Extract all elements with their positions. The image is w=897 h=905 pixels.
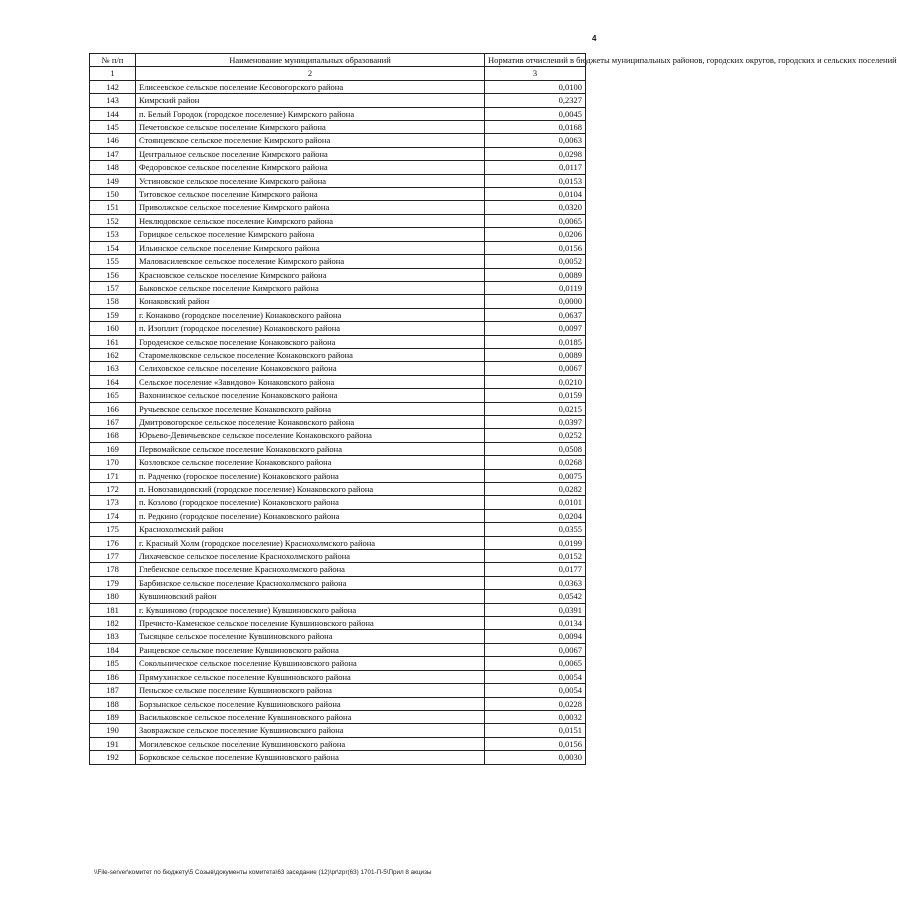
norm-value: 0,0355 (485, 523, 586, 536)
row-number: 156 (90, 268, 136, 281)
table-row (90, 643, 586, 656)
column-index: 2 (136, 67, 485, 80)
row-number: 162 (90, 348, 136, 361)
table-row (90, 147, 586, 160)
table-row (90, 255, 586, 268)
table-row (90, 724, 586, 737)
municipality-name: п. Редкино (городское поселение) Конаковского района (136, 509, 485, 522)
municipality-name: п. Белый Городок (городское поселение) Кимрского района (136, 107, 485, 120)
table-row (90, 94, 586, 107)
table-row (90, 228, 586, 241)
table-row (90, 670, 586, 683)
table-row (90, 295, 586, 308)
municipality-name: Сокольническое сельское поселение Кувшиновского района (136, 657, 485, 670)
table-body (90, 80, 586, 764)
table-row (90, 456, 586, 469)
table-row (90, 523, 586, 536)
row-number: 167 (90, 415, 136, 428)
row-number: 175 (90, 523, 136, 536)
municipality-name: Елисеевское сельское поселение Кесовогорского района (136, 80, 485, 93)
row-number: 145 (90, 121, 136, 134)
row-number: 163 (90, 362, 136, 375)
municipality-name: г. Конаково (городское поселение) Конаковского района (136, 308, 485, 321)
table-row (90, 576, 586, 589)
row-number: 164 (90, 375, 136, 388)
norm-value: 0,0065 (485, 214, 586, 227)
municipality-name: Старомелковское сельское поселение Конаковского района (136, 348, 485, 361)
norm-value: 0,0298 (485, 147, 586, 160)
norm-value: 0,0185 (485, 335, 586, 348)
municipality-name: Могилевское сельское поселение Кувшиновского района (136, 737, 485, 750)
norm-value: 0,0054 (485, 684, 586, 697)
row-number: 171 (90, 469, 136, 482)
row-number: 173 (90, 496, 136, 509)
municipality-name: Маловасилевское сельское поселение Кимрского района (136, 255, 485, 268)
row-number: 182 (90, 617, 136, 630)
municipality-name: Глебенское сельское поселение Краснохолмского района (136, 563, 485, 576)
table-row (90, 415, 586, 428)
row-number: 178 (90, 563, 136, 576)
row-number: 148 (90, 161, 136, 174)
row-number: 159 (90, 308, 136, 321)
table-row (90, 335, 586, 348)
norm-value: 0,0101 (485, 496, 586, 509)
municipality-name: Заовражское сельское поселение Кувшиновского района (136, 724, 485, 737)
page-number: 4 (592, 34, 597, 43)
municipality-name: Печетовское сельское поселение Кимрского района (136, 121, 485, 134)
norm-value: 0,0156 (485, 241, 586, 254)
norm-value: 0,0052 (485, 255, 586, 268)
table-row (90, 107, 586, 120)
table-row (90, 469, 586, 482)
table-row (90, 483, 586, 496)
column-index: 1 (90, 67, 136, 80)
municipality-name: Первомайское сельское поселение Конаковского района (136, 442, 485, 455)
table-row (90, 617, 586, 630)
table-row (90, 80, 586, 93)
row-number: 174 (90, 509, 136, 522)
municipality-name: Центральное сельское поселение Кимрского района (136, 147, 485, 160)
norm-value: 0,0063 (485, 134, 586, 147)
municipality-name: Селиховское сельское поселение Конаковского района (136, 362, 485, 375)
norm-value: 0,0228 (485, 697, 586, 710)
row-number: 153 (90, 228, 136, 241)
municipality-name: Ручьевское сельское поселение Конаковского района (136, 402, 485, 415)
municipality-name: Прямухинское сельское поселение Кувшиновского района (136, 670, 485, 683)
row-number: 144 (90, 107, 136, 120)
table-row (90, 496, 586, 509)
table-row (90, 174, 586, 187)
norm-value: 0,0067 (485, 643, 586, 656)
municipality-name: Приволжское сельское поселение Кимрского района (136, 201, 485, 214)
table-row (90, 603, 586, 616)
norm-value: 0,0075 (485, 469, 586, 482)
table-row (90, 751, 586, 764)
municipality-name: Краснохолмский район (136, 523, 485, 536)
norm-value: 0,0210 (485, 375, 586, 388)
row-number: 166 (90, 402, 136, 415)
row-number: 177 (90, 550, 136, 563)
row-number: 161 (90, 335, 136, 348)
table-header-row (90, 54, 586, 67)
table-row (90, 402, 586, 415)
municipality-name: Сельское поселение «Завидово» Конаковского района (136, 375, 485, 388)
table-row (90, 214, 586, 227)
municipality-name: г. Кувшиново (городское поселение) Кувшиновского района (136, 603, 485, 616)
norm-value: 0,0089 (485, 268, 586, 281)
row-number: 191 (90, 737, 136, 750)
row-number: 149 (90, 174, 136, 187)
municipality-name: п. Радченко (гороское поселение) Конаковского района (136, 469, 485, 482)
table-row (90, 375, 586, 388)
table-row (90, 188, 586, 201)
municipality-name: Васильковское сельское поселение Кувшиновского района (136, 710, 485, 723)
norm-value: 0,0054 (485, 670, 586, 683)
municipality-name: Юрьево-Девичьевское сельское поселение Конаковского района (136, 429, 485, 442)
row-number: 157 (90, 281, 136, 294)
table-row (90, 308, 586, 321)
table-row (90, 684, 586, 697)
norm-value: 0,0508 (485, 442, 586, 455)
row-number: 176 (90, 536, 136, 549)
norm-value: 0,0067 (485, 362, 586, 375)
row-number: 147 (90, 147, 136, 160)
row-number: 168 (90, 429, 136, 442)
norm-value: 0,0542 (485, 590, 586, 603)
row-number: 154 (90, 241, 136, 254)
table-row (90, 134, 586, 147)
header-number: № п/п (90, 54, 136, 67)
row-number: 179 (90, 576, 136, 589)
norm-value: 0,2327 (485, 94, 586, 107)
row-number: 180 (90, 590, 136, 603)
table-row (90, 737, 586, 750)
municipality-name: Пречисто-Каменское сельское поселение Кувшиновского района (136, 617, 485, 630)
row-number: 170 (90, 456, 136, 469)
row-number: 146 (90, 134, 136, 147)
norm-value: 0,0045 (485, 107, 586, 120)
norm-value: 0,0097 (485, 322, 586, 335)
municipality-name: Неклюдовское сельское поселение Кимрского района (136, 214, 485, 227)
municipality-name: Городенское сельское поселение Конаковского района (136, 335, 485, 348)
table-row (90, 429, 586, 442)
row-number: 185 (90, 657, 136, 670)
municipality-name: Дмитровогорское сельское поселение Конаковского района (136, 415, 485, 428)
table-row (90, 442, 586, 455)
row-number: 158 (90, 295, 136, 308)
municipality-name: Федоровское сельское поселение Кимрского района (136, 161, 485, 174)
table-row (90, 710, 586, 723)
row-number: 190 (90, 724, 136, 737)
norms-table (89, 53, 897, 765)
municipality-name: Быковское сельское поселение Кимрского района (136, 281, 485, 294)
norm-value: 0,0282 (485, 483, 586, 496)
municipality-name: Кувшиновский район (136, 590, 485, 603)
row-number: 150 (90, 188, 136, 201)
norm-value: 0,0152 (485, 550, 586, 563)
municipality-name: Кимрский район (136, 94, 485, 107)
header-norm: Норматив отчислений в бюджеты муниципальных районов, городских округов, городских и сельских поселений (485, 54, 586, 67)
row-number: 186 (90, 670, 136, 683)
norm-value: 0,0032 (485, 710, 586, 723)
municipality-name: г. Красный Холм (городское поселение) Краснохолмского района (136, 536, 485, 549)
table-row (90, 563, 586, 576)
municipality-name: Вахонинское сельское поселение Конаковского района (136, 389, 485, 402)
norm-value: 0,0030 (485, 751, 586, 764)
municipality-name: Барбинское сельское поселение Краснохолмского района (136, 576, 485, 589)
norm-value: 0,0000 (485, 295, 586, 308)
municipality-name: Устиновское сельское поселение Кимрского района (136, 174, 485, 187)
table-row (90, 161, 586, 174)
municipality-name: Борзынское сельское поселение Кувшиновского района (136, 697, 485, 710)
municipality-name: Ильинское сельское поселение Кимрского района (136, 241, 485, 254)
norm-value: 0,0159 (485, 389, 586, 402)
row-number: 181 (90, 603, 136, 616)
norm-value: 0,0363 (485, 576, 586, 589)
row-number: 189 (90, 710, 136, 723)
municipality-name: Красновское сельское поселение Кимрского района (136, 268, 485, 281)
norm-value: 0,0134 (485, 617, 586, 630)
table-row (90, 362, 586, 375)
table-row (90, 657, 586, 670)
municipality-name: Козловское сельское поселение Конаковского района (136, 456, 485, 469)
table-row (90, 630, 586, 643)
norm-value: 0,0104 (485, 188, 586, 201)
municipality-name: Стоянцевское сельское поселение Кимрского района (136, 134, 485, 147)
row-number: 183 (90, 630, 136, 643)
norm-value: 0,0117 (485, 161, 586, 174)
norm-value: 0,0252 (485, 429, 586, 442)
table-row (90, 590, 586, 603)
municipality-name: Горицкое сельское поселение Кимрского района (136, 228, 485, 241)
table-row (90, 281, 586, 294)
table-row (90, 389, 586, 402)
table-row (90, 697, 586, 710)
norm-value: 0,0119 (485, 281, 586, 294)
table-row (90, 348, 586, 361)
municipality-name: Борковское сельское поселение Кувшиновского района (136, 751, 485, 764)
norm-value: 0,0391 (485, 603, 586, 616)
norm-value: 0,0168 (485, 121, 586, 134)
municipality-name: Конаковский район (136, 295, 485, 308)
file-path-footer: \\File-server\комитет по бюджету\5 Созыв\документы комитета\63 заседание (12)\pr\zpr(63) 1701-П-5\Прил 8 акцизы (94, 869, 432, 876)
norm-value: 0,0215 (485, 402, 586, 415)
table-row (90, 121, 586, 134)
norm-value: 0,0153 (485, 174, 586, 187)
row-number: 142 (90, 80, 136, 93)
municipality-name: п. Козлово (городское поселение) Конаковского района (136, 496, 485, 509)
municipality-name: Пеньское сельское поселение Кувшиновского района (136, 684, 485, 697)
table-row (90, 536, 586, 549)
row-number: 143 (90, 94, 136, 107)
norm-value: 0,0199 (485, 536, 586, 549)
norm-value: 0,0065 (485, 657, 586, 670)
column-index-row (90, 67, 586, 80)
row-number: 188 (90, 697, 136, 710)
row-number: 165 (90, 389, 136, 402)
table-row (90, 268, 586, 281)
norm-value: 0,0320 (485, 201, 586, 214)
norm-value: 0,0089 (485, 348, 586, 361)
norm-value: 0,0637 (485, 308, 586, 321)
norm-value: 0,0100 (485, 80, 586, 93)
norm-value: 0,0177 (485, 563, 586, 576)
column-index: 3 (485, 67, 586, 80)
municipality-name: п. Изоплит (городское поселение) Конаковского района (136, 322, 485, 335)
row-number: 155 (90, 255, 136, 268)
table-row (90, 509, 586, 522)
norm-value: 0,0151 (485, 724, 586, 737)
municipality-name: Тысяцкое сельское поселение Кувшиновского района (136, 630, 485, 643)
row-number: 187 (90, 684, 136, 697)
municipality-name: Титовское сельское поселение Кимрского района (136, 188, 485, 201)
row-number: 151 (90, 201, 136, 214)
norm-value: 0,0156 (485, 737, 586, 750)
row-number: 172 (90, 483, 136, 496)
table-row (90, 201, 586, 214)
row-number: 184 (90, 643, 136, 656)
municipality-name: Лихачевское сельское поселение Краснохолмского района (136, 550, 485, 563)
header-name: Наименование муниципальных образований (136, 54, 485, 67)
norm-value: 0,0094 (485, 630, 586, 643)
table-row (90, 241, 586, 254)
norm-value: 0,0204 (485, 509, 586, 522)
norm-value: 0,0268 (485, 456, 586, 469)
row-number: 160 (90, 322, 136, 335)
table-row (90, 322, 586, 335)
municipality-name: Ранцевское сельское поселение Кувшиновского района (136, 643, 485, 656)
row-number: 169 (90, 442, 136, 455)
row-number: 152 (90, 214, 136, 227)
municipality-name: п. Новозавидовский (городское поселение) Конаковского района (136, 483, 485, 496)
row-number: 192 (90, 751, 136, 764)
norm-value: 0,0206 (485, 228, 586, 241)
norm-value: 0,0397 (485, 415, 586, 428)
table-row (90, 550, 586, 563)
